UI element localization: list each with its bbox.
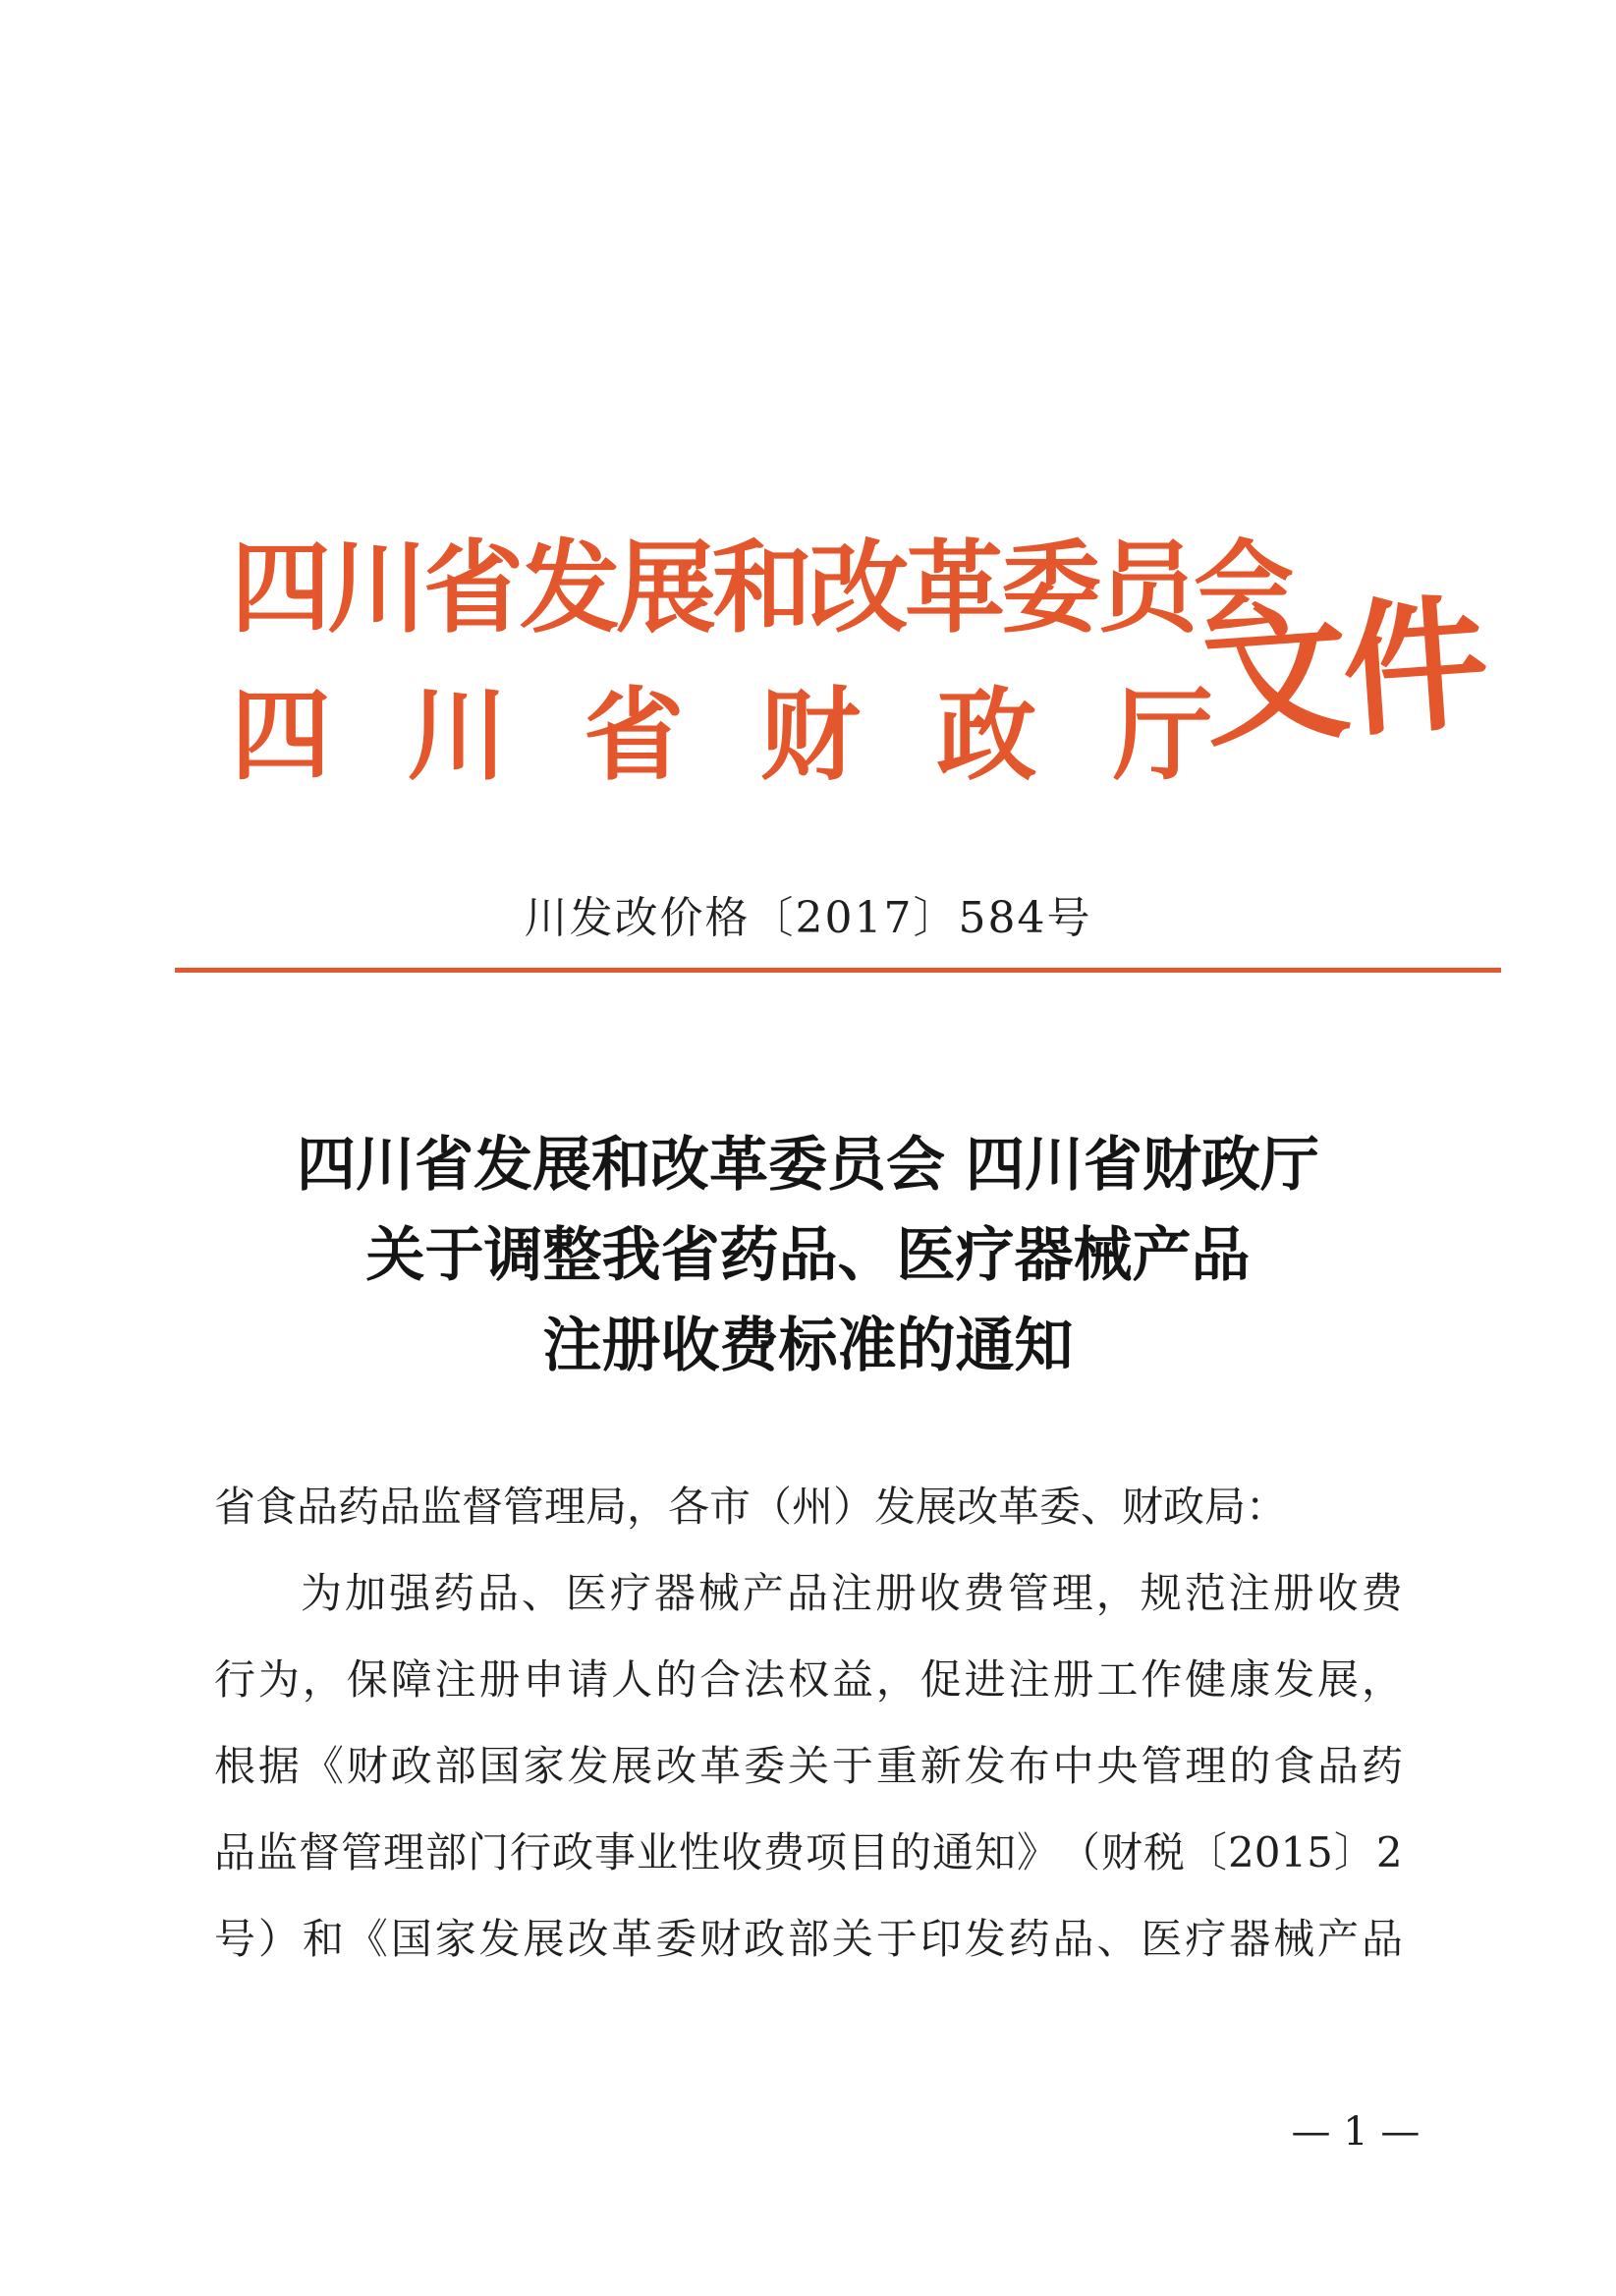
masthead-char: 厅 bbox=[1112, 678, 1213, 795]
body-glyph: 发 bbox=[1273, 1655, 1315, 1704]
body-glyph: 册 bbox=[1052, 1655, 1094, 1704]
body-glyph: 重 bbox=[875, 1742, 918, 1790]
body-glyph: 械 bbox=[1273, 1915, 1315, 1963]
body-glyph: 改 bbox=[567, 1915, 609, 1963]
body-glyph: 《 bbox=[302, 1742, 344, 1790]
body-glyph: 展 bbox=[611, 1742, 653, 1790]
document-number: 川发改价格〔2017〕584号 bbox=[524, 893, 1092, 943]
masthead-char: 省 bbox=[584, 678, 685, 795]
body-glyph: ， bbox=[1095, 1569, 1138, 1617]
body-glyph: 委 bbox=[655, 1915, 697, 1963]
body-glyph: 合 bbox=[699, 1655, 742, 1704]
body-glyph: 请 bbox=[567, 1655, 609, 1704]
body-glyph: 管 bbox=[341, 1828, 383, 1876]
body-glyph: 国 bbox=[478, 1742, 521, 1790]
page-number: — 1 — bbox=[1291, 2109, 1421, 2155]
body-glyph: 财 bbox=[346, 1742, 388, 1790]
body-glyph: 药 bbox=[1361, 1742, 1403, 1790]
masthead-char: 川 bbox=[407, 678, 508, 795]
body-glyph: 通 bbox=[932, 1828, 975, 1876]
body-glyph: 项 bbox=[806, 1828, 848, 1876]
body-glyph: 发 bbox=[964, 1742, 1006, 1790]
body-glyph: ） bbox=[257, 1915, 300, 1963]
body-glyph: 家 bbox=[523, 1742, 565, 1790]
body-glyph: 知 bbox=[975, 1828, 1017, 1876]
body-glyph: 收 bbox=[919, 1569, 961, 1617]
body-glyph: 疗 bbox=[1185, 1915, 1227, 1963]
body-glyph: 门 bbox=[468, 1828, 510, 1876]
body-glyph: 健 bbox=[1185, 1655, 1227, 1704]
body-glyph: 印 bbox=[919, 1915, 962, 1963]
body-glyph: 册 bbox=[874, 1569, 917, 1617]
body-glyph: 品 bbox=[476, 1569, 519, 1617]
body-glyph: 于 bbox=[875, 1915, 918, 1963]
body-glyph: 展 bbox=[1317, 1655, 1360, 1704]
salutation: 省食品药品监督管理局，各市（州）发展改革委、财政局： bbox=[214, 1483, 1288, 1531]
body-glyph: 展 bbox=[523, 1915, 565, 1963]
body-glyph: 央 bbox=[1096, 1742, 1139, 1790]
body-glyph: 障 bbox=[390, 1655, 432, 1704]
body-glyph: 目 bbox=[848, 1828, 890, 1876]
title-line: 注册收费标准的通知 bbox=[542, 1312, 1074, 1380]
body-glyph: 改 bbox=[655, 1742, 697, 1790]
body-glyph: 业 bbox=[637, 1828, 679, 1876]
body-glyph: 发 bbox=[567, 1742, 609, 1790]
body-glyph: 监 bbox=[256, 1828, 299, 1876]
body-glyph: 财 bbox=[699, 1915, 742, 1963]
body-glyph: 进 bbox=[964, 1655, 1006, 1704]
body-glyph: 关 bbox=[787, 1742, 829, 1790]
body-glyph: 费 bbox=[963, 1569, 1005, 1617]
body-glyph: 注 bbox=[1228, 1569, 1270, 1617]
body-glyph: 范 bbox=[1184, 1569, 1226, 1617]
body-glyph: 发 bbox=[964, 1915, 1006, 1963]
body-glyph: 册 bbox=[478, 1655, 521, 1704]
body-glyph: 2 bbox=[1375, 1828, 1403, 1876]
body-glyph: 委 bbox=[744, 1742, 786, 1790]
body-glyph: 的 bbox=[655, 1655, 697, 1704]
body-glyph: 的 bbox=[1229, 1742, 1271, 1790]
body-line bbox=[214, 1896, 1403, 1983]
body-glyph: 政 bbox=[744, 1915, 786, 1963]
body-glyph: 国 bbox=[390, 1915, 432, 1963]
masthead-char: 四 bbox=[231, 678, 331, 795]
body-glyph: 布 bbox=[1008, 1742, 1050, 1790]
body-glyph: 为 bbox=[257, 1655, 300, 1704]
body-glyph: 作 bbox=[1141, 1655, 1183, 1704]
body-glyph: 〕 bbox=[1333, 1828, 1375, 1876]
body-line bbox=[214, 1723, 1403, 1810]
body-glyph: 促 bbox=[919, 1655, 962, 1704]
body-glyph: 产 bbox=[1317, 1915, 1360, 1963]
body-glyph: 费 bbox=[763, 1828, 806, 1876]
body-glyph: 税 bbox=[1143, 1828, 1186, 1876]
body-glyph: 部 bbox=[787, 1915, 829, 1963]
body-glyph: 医 bbox=[565, 1569, 607, 1617]
masthead-char: 政 bbox=[936, 678, 1037, 795]
body-glyph: ， bbox=[875, 1655, 918, 1704]
document-body bbox=[214, 1464, 1403, 1983]
body-glyph: 益 bbox=[831, 1655, 873, 1704]
body-glyph: 品 bbox=[1317, 1742, 1360, 1790]
body-glyph: 2015 bbox=[1228, 1828, 1333, 1876]
body-glyph: 督 bbox=[299, 1828, 341, 1876]
red-separator-line bbox=[175, 968, 1501, 973]
body-glyph: ， bbox=[302, 1655, 344, 1704]
body-glyph: 收 bbox=[721, 1828, 763, 1876]
body-glyph: 理 bbox=[383, 1828, 425, 1876]
body-glyph: 器 bbox=[1229, 1915, 1271, 1963]
body-glyph: 申 bbox=[523, 1655, 565, 1704]
body-glyph: 事 bbox=[594, 1828, 637, 1876]
body-glyph: 部 bbox=[434, 1742, 476, 1790]
body-glyph: 规 bbox=[1140, 1569, 1182, 1617]
document-title bbox=[0, 1120, 1616, 1391]
body-glyph: 理 bbox=[1185, 1742, 1227, 1790]
body-glyph: 注 bbox=[1008, 1655, 1050, 1704]
body-glyph: 产 bbox=[742, 1569, 784, 1617]
body-glyph: 政 bbox=[390, 1742, 432, 1790]
body-glyph: 行 bbox=[214, 1655, 256, 1704]
body-glyph: 为 bbox=[301, 1569, 343, 1617]
body-glyph: 、 bbox=[521, 1569, 563, 1617]
body-glyph: 《 bbox=[346, 1915, 388, 1963]
body-glyph: 品 bbox=[786, 1569, 828, 1617]
masthead-org-ndrc: 四川省发展和改革委员会 bbox=[231, 531, 1290, 647]
body-glyph: 品 bbox=[1361, 1915, 1403, 1963]
body-glyph: 管 bbox=[1007, 1569, 1049, 1617]
body-glyph: ， bbox=[1361, 1655, 1403, 1704]
body-glyph: 权 bbox=[787, 1655, 829, 1704]
body-glyph: 新 bbox=[919, 1742, 962, 1790]
body-glyph: 、 bbox=[1096, 1915, 1139, 1963]
body-glyph: 人 bbox=[611, 1655, 653, 1704]
body-glyph: 中 bbox=[1052, 1742, 1094, 1790]
body-glyph: 理 bbox=[1051, 1569, 1093, 1617]
body-glyph: 》 bbox=[1017, 1828, 1059, 1876]
body-line bbox=[214, 1637, 1403, 1723]
body-glyph: 食 bbox=[1273, 1742, 1315, 1790]
body-glyph: 发 bbox=[478, 1915, 521, 1963]
body-glyph: 政 bbox=[552, 1828, 594, 1876]
title-line: 四川省发展和改革委员会 四川省财政厅 bbox=[297, 1131, 1319, 1200]
body-glyph: 家 bbox=[434, 1915, 476, 1963]
body-glyph: 品 bbox=[214, 1828, 256, 1876]
body-glyph: 药 bbox=[1008, 1915, 1050, 1963]
body-glyph: 的 bbox=[890, 1828, 932, 1876]
body-glyph: 革 bbox=[699, 1742, 742, 1790]
body-glyph: （ bbox=[1059, 1828, 1101, 1876]
body-glyph: 根 bbox=[214, 1742, 256, 1790]
title-line: 关于调整我省药品、医疗器械产品 bbox=[365, 1221, 1251, 1290]
body-glyph: 费 bbox=[1361, 1569, 1403, 1617]
body-glyph: 保 bbox=[346, 1655, 388, 1704]
body-glyph: 康 bbox=[1229, 1655, 1271, 1704]
body-glyph: 疗 bbox=[609, 1569, 651, 1617]
body-glyph: 工 bbox=[1096, 1655, 1139, 1704]
masthead-org-finance bbox=[231, 678, 1213, 796]
body-glyph: 加 bbox=[344, 1569, 386, 1617]
body-glyph: 管 bbox=[1141, 1742, 1183, 1790]
body-line bbox=[214, 1810, 1403, 1896]
body-glyph: 药 bbox=[432, 1569, 474, 1617]
body-glyph: 部 bbox=[425, 1828, 468, 1876]
body-glyph: 革 bbox=[611, 1915, 653, 1963]
body-glyph: 强 bbox=[388, 1569, 430, 1617]
body-glyph: 〔 bbox=[1186, 1828, 1228, 1876]
body-glyph: 号 bbox=[214, 1915, 256, 1963]
body-glyph: 医 bbox=[1141, 1915, 1183, 1963]
body-glyph: 和 bbox=[302, 1915, 344, 1963]
body-glyph: 注 bbox=[434, 1655, 476, 1704]
red-masthead bbox=[221, 531, 1488, 825]
masthead-doc-word: 文件 bbox=[1198, 579, 1488, 767]
body-glyph: 册 bbox=[1272, 1569, 1314, 1617]
body-glyph: 注 bbox=[830, 1569, 872, 1617]
body-glyph: 行 bbox=[510, 1828, 552, 1876]
body-glyph: 法 bbox=[744, 1655, 786, 1704]
body-glyph: 品 bbox=[1052, 1915, 1094, 1963]
body-line bbox=[214, 1550, 1403, 1637]
body-glyph: 收 bbox=[1316, 1569, 1359, 1617]
masthead-char: 财 bbox=[759, 678, 861, 795]
body-glyph: 于 bbox=[831, 1742, 873, 1790]
body-glyph: 财 bbox=[1101, 1828, 1143, 1876]
body-glyph: 械 bbox=[697, 1569, 740, 1617]
body-glyph: 关 bbox=[831, 1915, 873, 1963]
body-glyph: 器 bbox=[653, 1569, 696, 1617]
body-glyph: 性 bbox=[679, 1828, 721, 1876]
body-glyph: 据 bbox=[257, 1742, 300, 1790]
